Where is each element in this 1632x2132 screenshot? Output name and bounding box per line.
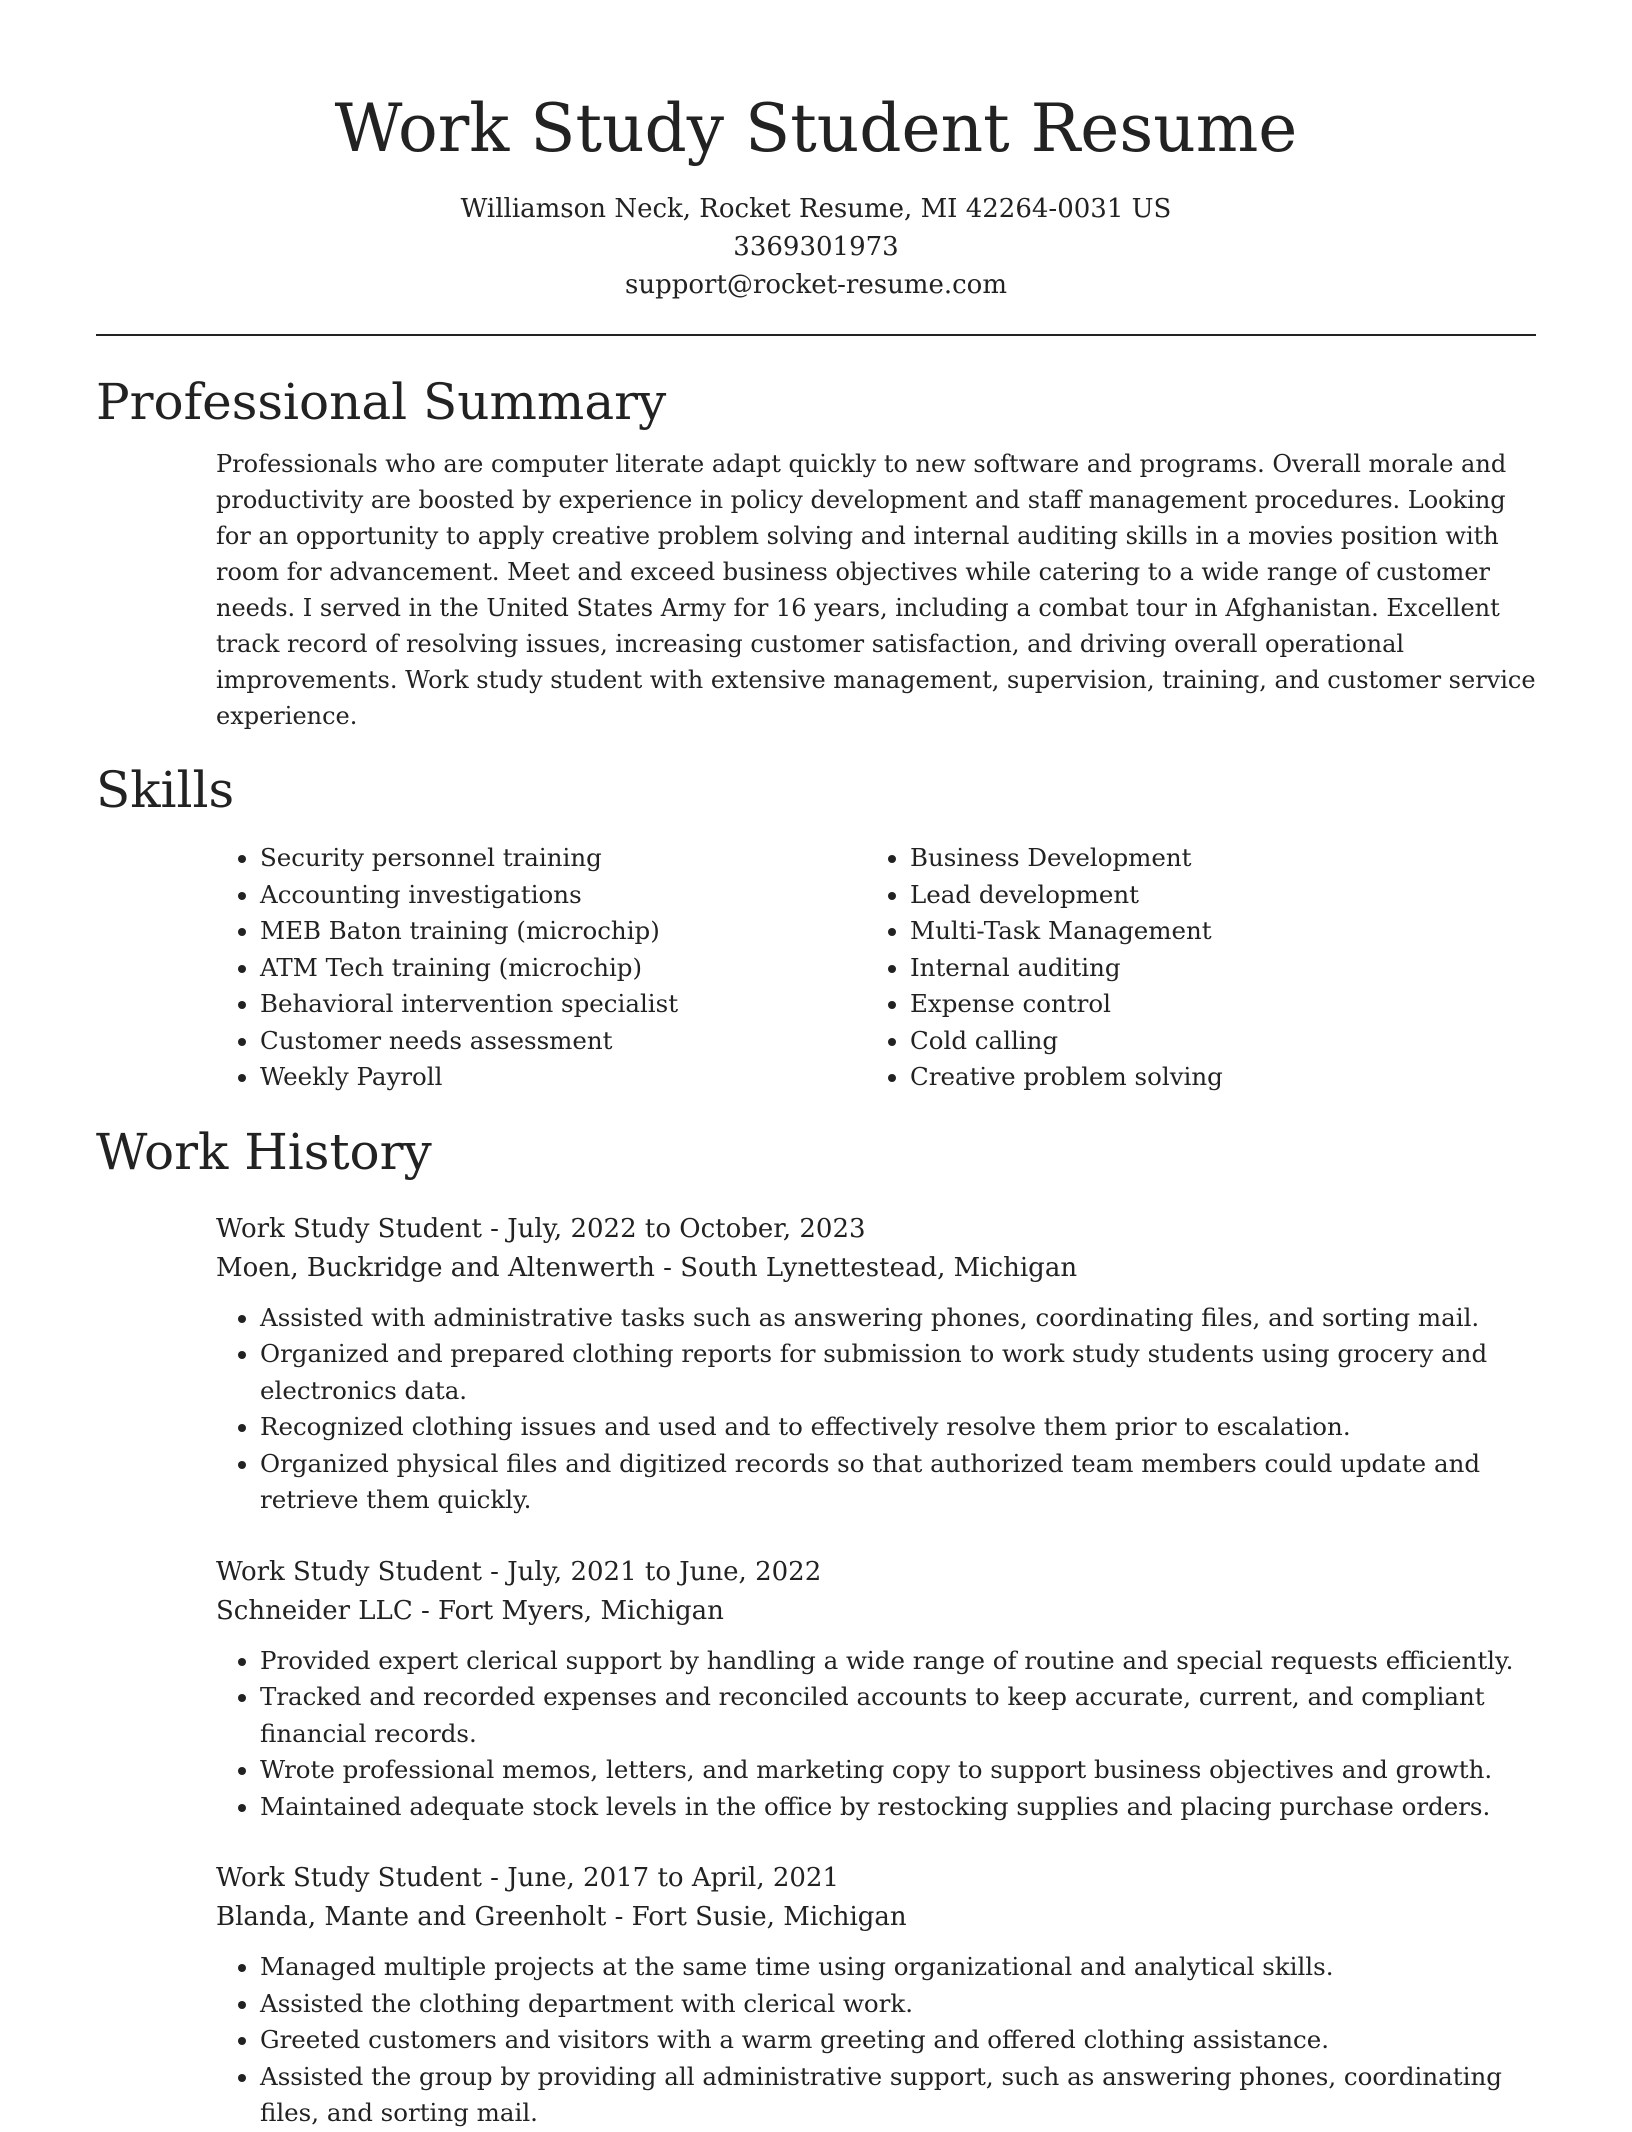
job-bullets <box>216 1643 1536 1826</box>
job-bullet: • Organized and prepared clothing reports for submission to work study students using grocery and electronics data. <box>260 1336 1536 1409</box>
job-company-location: Schneider LLC - Fort Myers, Michigan <box>216 1595 724 1626</box>
job-bullet: • Managed multiple projects at the same time using organizational and analytical skills. <box>260 1949 1536 1986</box>
job-bullet: • Provided expert clerical support by handling a wide range of routine and special requests efficiently. <box>260 1643 1536 1680</box>
job-bullet: • Greeted customers and visitors with a warm greeting and offered clothing assistance. <box>260 2022 1536 2059</box>
skills-column-2 <box>866 840 1223 1096</box>
job-bullets <box>216 1949 1536 2132</box>
job-entry-3 <box>216 1859 1536 2132</box>
skill-item: • Lead development <box>910 877 1223 914</box>
summary-text: Professionals who are computer literate adapt quickly to new software and programs. Overall morale and productivity are boosted by experience in policy development and staff management procedures. Looking for an opportunity to apply creative problem solving and internal auditing skills in a movies position with room for advancement. Meet and exceed business objectives while catering to a wide range of customer needs. I served in the United States Army for 16 years, including a combat tour in Afghanistan. Excellent track record of resolving issues, increasing customer satisfaction, and driving overall operational improvements. Work study student with extensive management, supervision, training, and customer service experience. <box>216 450 1536 730</box>
skill-item: • MEB Baton training (microchip) <box>260 913 866 950</box>
job-entry-2 <box>216 1553 1536 1826</box>
job-bullet: • Organized physical files and digitized records so that authorized team members could update and retrieve them quickly. <box>260 1446 1536 1519</box>
skill-item: • Accounting investigations <box>260 877 866 914</box>
skill-item: • Customer needs assessment <box>260 1023 866 1060</box>
job-bullet: • Assisted with administrative tasks such as answering phones, coordinating files, and sorting mail. <box>260 1300 1536 1337</box>
job-header <box>216 1210 1536 1288</box>
job-bullets <box>216 1300 1536 1519</box>
job-title-dates: Work Study Student - July, 2022 to October, 2023 <box>216 1213 866 1244</box>
job-header <box>216 1553 1536 1631</box>
job-bullet: • Recognized clothing issues and used and to effectively resolve them prior to escalation. <box>260 1409 1536 1446</box>
job-bullet: • Maintained adequate stock levels in the office by restocking supplies and placing purchase orders. <box>260 1789 1536 1826</box>
summary-heading: Professional Summary <box>96 373 667 431</box>
job-entry-1 <box>216 1210 1536 1519</box>
contact-address: Williamson Neck, Rocket Resume, MI 42264-0031 US <box>460 194 1172 224</box>
skill-item: • Expense control <box>910 986 1223 1023</box>
resume-page <box>96 0 1536 2132</box>
skill-item: • Weekly Payroll <box>260 1059 866 1096</box>
job-bullet: • Wrote professional memos, letters, and marketing copy to support business objectives and growth. <box>260 1752 1536 1789</box>
skill-item: • Security personnel training <box>260 840 866 877</box>
contact-block <box>96 190 1536 304</box>
contact-phone: 3369301973 <box>733 232 899 262</box>
skill-item: • Business Development <box>910 840 1223 877</box>
job-company-location: Blanda, Mante and Greenholt - Fort Susie, Michigan <box>216 1902 907 1932</box>
skill-item: • Cold calling <box>910 1023 1223 1060</box>
skills-heading: Skills <box>96 761 235 819</box>
job-bullet: • Assisted the group by providing all administrative support, such as answering phones, coordinating files, and sorting mail. <box>260 2059 1536 2132</box>
resume-title: Work Study Student Resume <box>334 90 1298 167</box>
skill-item: • Behavioral intervention specialist <box>260 986 866 1023</box>
job-bullet: • Tracked and recorded expenses and reconciled accounts to keep accurate, current, and compliant financial records. <box>260 1679 1536 1752</box>
job-title-dates: Work Study Student - July, 2021 to June, 2022 <box>216 1556 822 1587</box>
job-title-dates: Work Study Student - June, 2017 to April, 2021 <box>216 1863 840 1893</box>
job-header <box>216 1859 1536 1937</box>
skill-item: • Multi-Task Management <box>910 913 1223 950</box>
skills-column-1 <box>216 840 866 1096</box>
work-history-heading: Work History <box>96 1122 432 1181</box>
job-company-location: Moen, Buckridge and Altenwerth - South Lynettestead, Michigan <box>216 1252 1078 1283</box>
header-divider <box>96 334 1536 336</box>
job-bullet: • Assisted the clothing department with clerical work. <box>260 1986 1536 2023</box>
skills-list <box>216 840 1536 1096</box>
contact-email: support@rocket-resume.com <box>624 270 1007 300</box>
skill-item: • Internal auditing <box>910 950 1223 987</box>
skill-item: • ATM Tech training (microchip) <box>260 950 866 987</box>
skill-item: • Creative problem solving <box>910 1059 1223 1096</box>
